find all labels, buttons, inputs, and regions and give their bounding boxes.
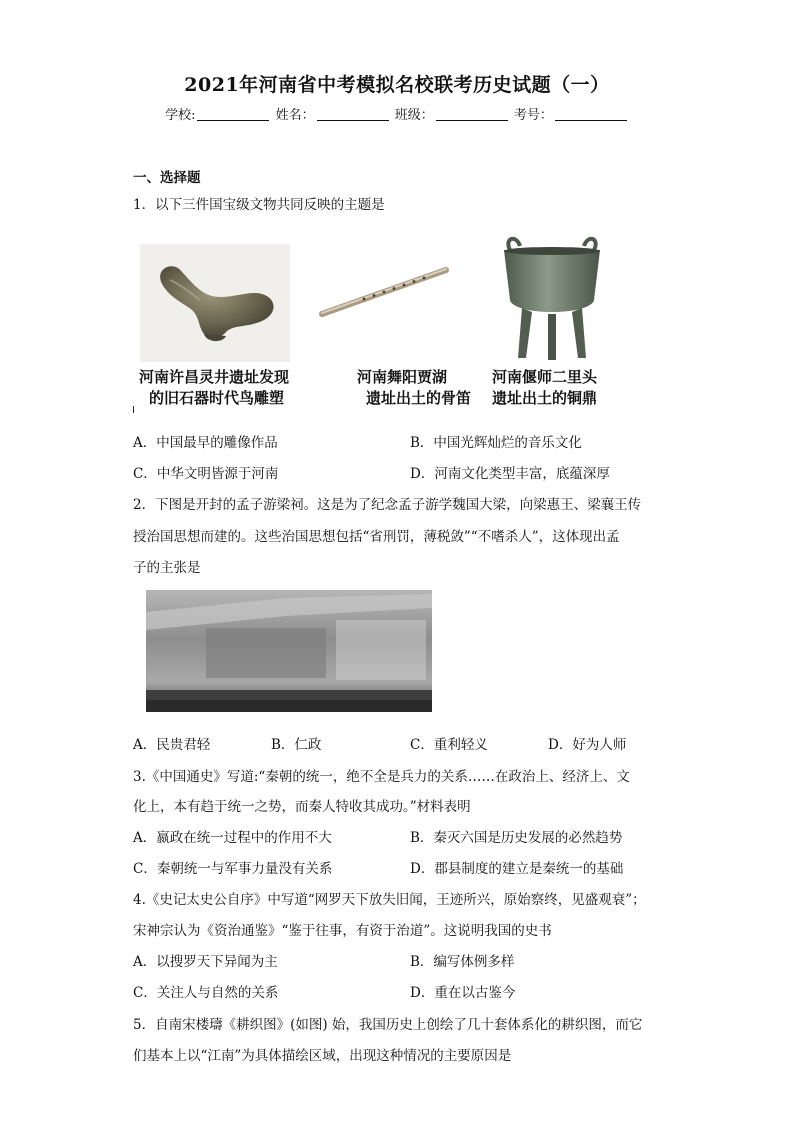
q3-option-b: B．秦灭六国是历史发展的必然趋势 — [410, 830, 623, 846]
q5-line1: 5．自南宋楼璹《耕织图》(如图) 始，我国历史上创绘了几十套体系化的耕织图，而它 — [133, 1017, 643, 1033]
q3-line2: 化上，本有趋于统一之势，而秦人特收其成功。”材料表明 — [133, 799, 471, 815]
q2-line2: 授治国思想而建的。这些治国思想包括“省刑罚，薄税敛”“不嗜杀人”，这体现出孟 — [133, 529, 620, 545]
caption-flute — [357, 367, 471, 409]
name-label: 姓名： — [275, 108, 315, 123]
bone-flute-drawing — [318, 262, 450, 322]
class-blank — [436, 108, 508, 121]
bronze-ding-drawing — [496, 232, 608, 362]
q3-option-a: A．嬴政在统一过程中的作用不大 — [133, 830, 332, 846]
student-info-row — [0, 104, 794, 123]
caption-ding — [492, 367, 597, 409]
q3-option-c: C．秦朝统一与军事力量没有关系 — [133, 861, 333, 877]
school-label: 学校: — [165, 108, 196, 123]
q4-line1: 4.《史记太史公自序》中写道“网罗天下放失旧闻，王迹所兴，原始察终，见盛观衰”； — [133, 892, 646, 908]
q4-line2: 宋神宗认为《资治通鉴》“鉴于往事，有资于治道”。这说明我国的史书 — [133, 923, 552, 939]
q2-line3: 子的主张是 — [133, 560, 201, 576]
q4-option-c: C．关注人与自然的关系 — [133, 985, 279, 1001]
number-blank — [555, 108, 627, 121]
class-label: 班级： — [394, 108, 434, 123]
q2-option-a: A．民贵君轻 — [133, 737, 211, 753]
q1-option-d: D．河南文化类型丰富，底蕴深厚 — [410, 466, 610, 482]
q1-option-c: C．中华文明皆源于河南 — [133, 466, 279, 482]
bronze-ding-image — [496, 232, 608, 362]
q3-line1: 3.《中国通史》写道:“秦朝的统一，绝不全是兵力的关系……在政治上、经济上、文 — [133, 769, 630, 785]
q5-line2: 们基本上以“江南”为具体描绘区域，出现这种情况的主要原因是 — [133, 1048, 512, 1064]
q4-option-d: D．重在以古鉴今 — [410, 985, 516, 1001]
bone-flute-image — [318, 262, 450, 322]
q3-option-d: D．郡县制度的建立是秦统一的基础 — [410, 861, 624, 877]
school-blank — [197, 108, 269, 121]
name-blank — [317, 108, 389, 121]
mencius-shrine-drawing — [146, 590, 432, 712]
caption-flute-line2: 遗址出土的骨笛 — [366, 389, 472, 407]
q4-option-b: B．编写体例多样 — [410, 954, 515, 970]
bird-sculpture-image — [140, 244, 290, 362]
caption-ding-line1: 河南偃师二里头 — [492, 368, 598, 386]
q1-option-a: A．中国最早的雕像作品 — [133, 435, 278, 451]
q1-option-b: B．中国光辉灿烂的音乐文化 — [410, 435, 582, 451]
caption-flute-line1: 河南舞阳贾湖 — [357, 368, 448, 386]
q2-option-d: D．好为人师 — [548, 737, 627, 753]
number-label: 考号： — [513, 108, 553, 123]
mencius-shrine-photo — [146, 590, 432, 712]
caption-ding-line2: 遗址出土的铜鼎 — [492, 389, 598, 407]
bird-sculpture-drawing — [140, 244, 290, 362]
q4-option-a: A．以搜罗天下异闻为主 — [133, 954, 278, 970]
q2-line1: 2．下图是开封的孟子游梁祠。这是为了纪念孟子游学魏国大梁，向梁惠王、梁襄王传 — [133, 497, 642, 513]
caption-bird — [139, 367, 289, 409]
q2-option-c: C．重利轻义 — [410, 737, 488, 753]
caption-bird-line1: 河南许昌灵井遗址发现 — [139, 368, 290, 386]
q2-option-b: B．仁政 — [271, 737, 322, 753]
section-title: 一、选择题 — [133, 170, 201, 186]
caption-bird-line2: 的旧石器时代鸟雕塑 — [149, 389, 285, 407]
q1-stem: 1．以下三件国宝级文物共同反映的主题是 — [133, 197, 385, 213]
page-title: 2021年河南省中考模拟名校联考历史试题（一） — [184, 74, 610, 96]
paragraph-mark — [133, 406, 134, 413]
